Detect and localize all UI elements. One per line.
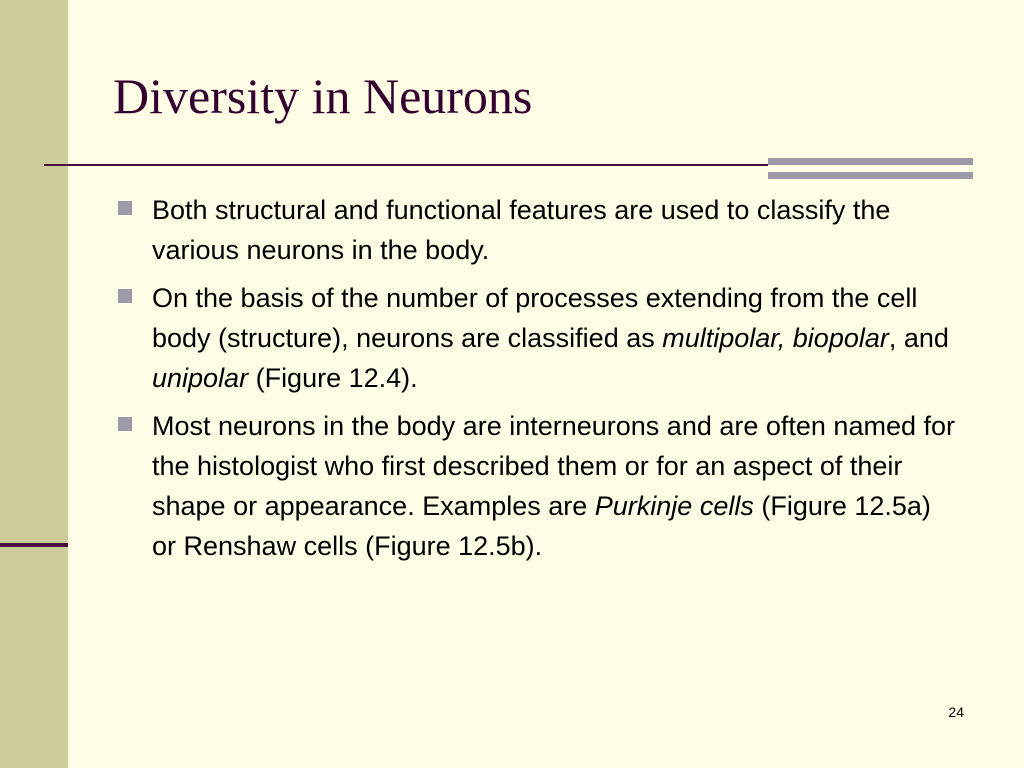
page-number: 24 [948, 704, 964, 720]
bullet-2-text-part-3: (Figure 12.4). [248, 363, 418, 393]
bullet-2-text-part-1: On the basis of the number of processes extending from the cell body (structure), neurons are classified as [152, 283, 918, 353]
bullet-item-2 [118, 278, 958, 398]
bullet-list [118, 190, 958, 574]
bullet-2-italic-part-2: unipolar [152, 363, 249, 393]
bullet-3-text-part-1: Most neurons in the body are interneurons and are often named for the histologist who first described them or for an aspect of their shape or appearance. Examples are [152, 411, 955, 521]
bullet-2-text-part-2: , and [888, 323, 949, 353]
accent-bar-top [768, 158, 973, 165]
bullet-text-2 [152, 283, 949, 393]
left-decorative-band [0, 0, 68, 768]
bullet-2-italic-part-1: multipolar, biopolar [662, 323, 889, 353]
bullet-item-1 [118, 190, 958, 270]
square-bullet-icon [118, 417, 132, 431]
bullet-3-italic-part-1: Purkinje cells [594, 491, 754, 521]
bullet-3-text-part-2: (Figure 12.5a) or Renshaw cells (Figure 12.5b). [152, 491, 931, 561]
left-band-divider [0, 543, 68, 547]
title-underline [44, 164, 768, 166]
accent-bar-bottom [768, 172, 973, 179]
bullet-text-1: Both structural and functional features are used to classify the various neurons in the body. [152, 195, 891, 265]
slide-title: Diversity in Neurons [113, 68, 533, 124]
square-bullet-icon [118, 201, 132, 215]
square-bullet-icon [118, 289, 132, 303]
bullet-item-3 [118, 406, 958, 566]
bullet-text-3 [152, 411, 955, 561]
